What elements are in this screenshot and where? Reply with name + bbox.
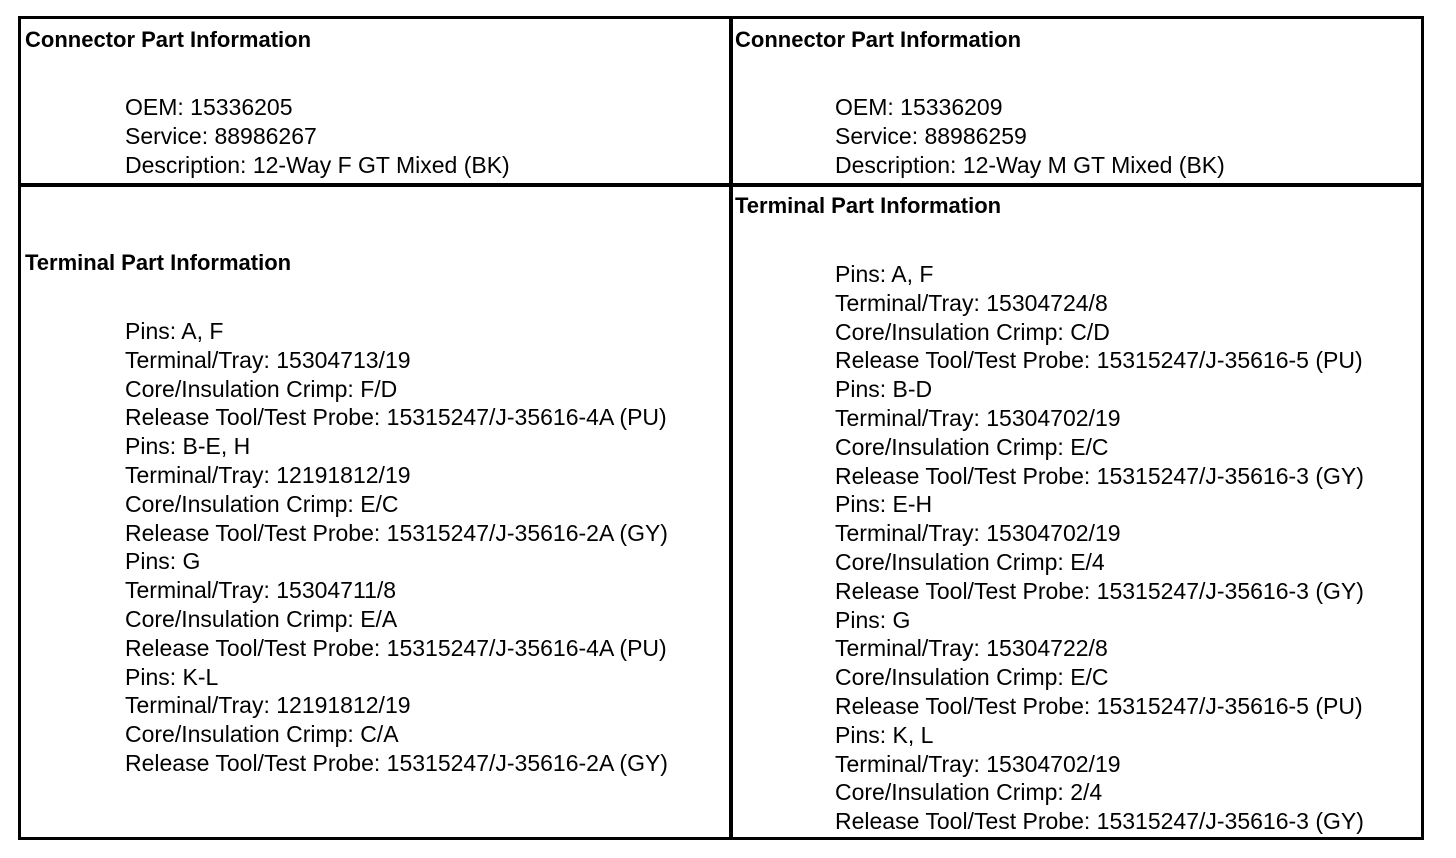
- right-terminal-line: Release Tool/Test Probe: 15315247/J-35616-3 (GY): [835, 577, 1364, 604]
- left-terminal-line: Core/Insulation Crimp: E/C: [125, 490, 399, 517]
- right-connector-heading: Connector Part Information: [735, 27, 1022, 52]
- right-terminal-line: Core/Insulation Crimp: C/D: [835, 318, 1110, 345]
- right-connector-line: OEM: 15336209: [835, 94, 1003, 120]
- right-terminal-line: Release Tool/Test Probe: 15315247/J-35616-5 (PU): [835, 692, 1363, 719]
- left-connector-heading: Connector Part Information: [25, 27, 312, 52]
- right-terminal-line: Core/Insulation Crimp: E/4: [835, 548, 1105, 575]
- left-terminal-line: Core/Insulation Crimp: C/A: [125, 721, 399, 748]
- left-terminal-line: Core/Insulation Crimp: F/D: [125, 375, 398, 402]
- left-terminal-line: Release Tool/Test Probe: 15315247/J-35616-2A (GY): [125, 749, 668, 776]
- right-terminal-line: Terminal/Tray: 15304722/8: [835, 635, 1108, 662]
- left-terminal-line: Terminal/Tray: 15304713/19: [125, 346, 411, 373]
- right-terminal-line: Core/Insulation Crimp: E/C: [835, 433, 1109, 460]
- right-terminal-line: Terminal/Tray: 15304724/8: [835, 289, 1108, 316]
- left-connector-line: Description: 12-Way F GT Mixed (BK): [125, 151, 510, 178]
- left-terminal-line: Core/Insulation Crimp: E/A: [125, 605, 398, 632]
- left-terminal-line: Pins: B-E, H: [125, 433, 251, 460]
- right-terminal-line: Pins: A, F: [835, 261, 934, 287]
- right-terminal-line: Release Tool/Test Probe: 15315247/J-35616-5 (PU): [835, 347, 1363, 374]
- left-connector-details: [125, 93, 510, 179]
- left-connector-line: Service: 88986267: [125, 122, 317, 149]
- left-terminal-line: Terminal/Tray: 12191812/19: [125, 692, 411, 719]
- connector-info-table: [18, 16, 1424, 840]
- right-terminal-line: Terminal/Tray: 15304702/19: [835, 750, 1121, 777]
- left-terminal-line: Terminal/Tray: 15304711/8: [125, 577, 397, 604]
- right-terminal-line: Pins: G: [835, 606, 911, 633]
- right-terminal-line: Release Tool/Test Probe: 15315247/J-35616-3 (GY): [835, 808, 1364, 835]
- right-terminal-details: [835, 260, 1364, 836]
- right-terminal-line: Core/Insulation Crimp: E/C: [835, 664, 1109, 691]
- left-terminal-line: Release Tool/Test Probe: 15315247/J-35616-2A (GY): [125, 519, 668, 546]
- left-terminal-details: [125, 317, 668, 778]
- right-terminal-line: Pins: B-D: [835, 376, 933, 403]
- left-terminal-line: Release Tool/Test Probe: 15315247/J-35616-4A (PU): [125, 404, 667, 431]
- right-terminal-line: Pins: E-H: [835, 491, 933, 518]
- right-connector-line: Description: 12-Way M GT Mixed (BK): [835, 151, 1225, 178]
- right-terminal-heading: Terminal Part Information: [735, 193, 1002, 218]
- left-terminal-line: Pins: A, F: [125, 318, 224, 344]
- left-terminal-line: Pins: G: [125, 548, 201, 575]
- right-connector-details: [835, 93, 1225, 179]
- right-terminal-line: Pins: K, L: [835, 721, 934, 748]
- row-divider: [21, 183, 1421, 187]
- column-divider: [729, 19, 733, 837]
- right-terminal-line: Release Tool/Test Probe: 15315247/J-35616-3 (GY): [835, 462, 1364, 489]
- right-terminal-line: Terminal/Tray: 15304702/19: [835, 520, 1121, 547]
- right-terminal-line: Terminal/Tray: 15304702/19: [835, 404, 1121, 431]
- right-terminal-line: Core/Insulation Crimp: 2/4: [835, 779, 1103, 806]
- left-terminal-line: Terminal/Tray: 12191812/19: [125, 461, 411, 488]
- left-terminal-line: Release Tool/Test Probe: 15315247/J-35616-4A (PU): [125, 634, 667, 661]
- right-connector-line: Service: 88986259: [835, 122, 1027, 149]
- left-terminal-heading: Terminal Part Information: [25, 250, 292, 275]
- left-terminal-line: Pins: K-L: [125, 663, 219, 690]
- left-connector-line: OEM: 15336205: [125, 94, 293, 120]
